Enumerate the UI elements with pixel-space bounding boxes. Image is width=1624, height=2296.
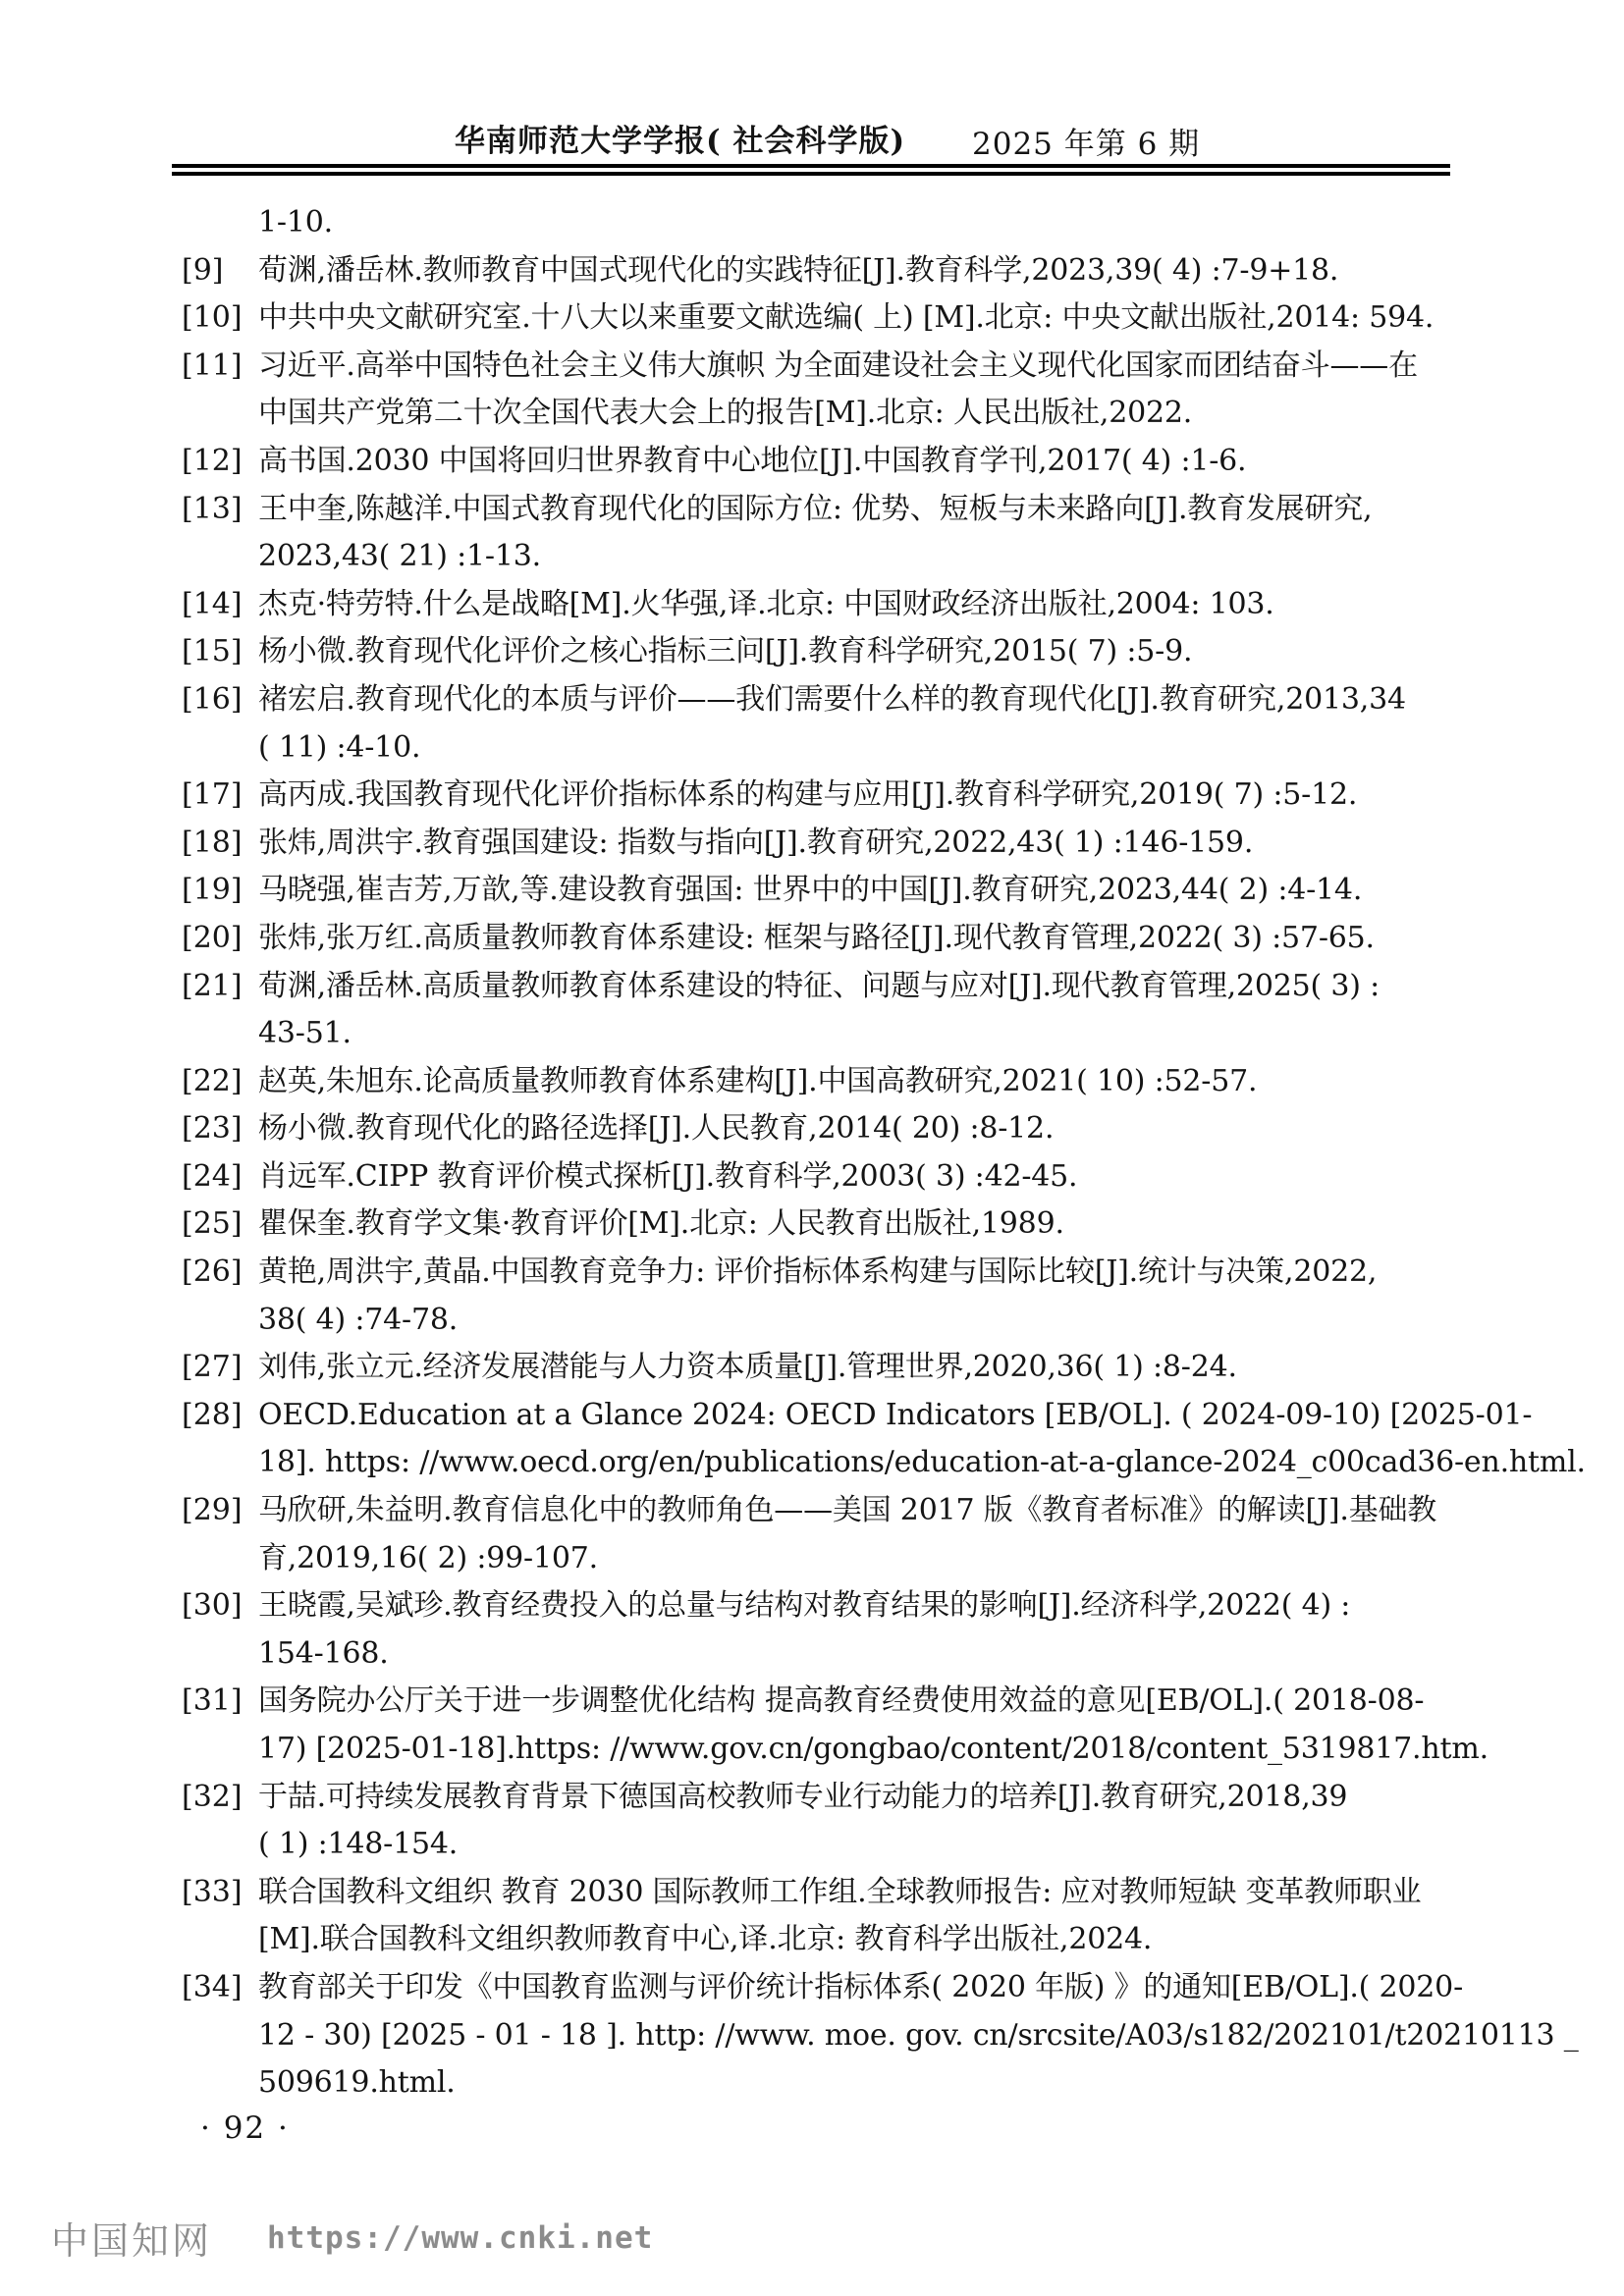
- reference-line: 黄艳,周洪宇,黄晶.中国教育竞争力: 评价指标体系构建与国际比较[J].统计与决策,2022,: [258, 1255, 1378, 1290]
- reference-label: [12]: [182, 443, 243, 478]
- reference-entry: [182, 1774, 1468, 1869]
- reference-entry: [182, 438, 1468, 486]
- reference-line: 王晓霞,吴斌珍.教育经费投入的总量与结构对教育结果的影响[J].经济科学,2022( 4) :: [258, 1588, 1351, 1624]
- reference-entry: [182, 343, 1468, 438]
- reference-line: 国务院办公厅关于进一步调整优化结构 提高教育经费使用效益的意见[EB/OL].( 2018-08-: [258, 1683, 1425, 1719]
- reference-entry: [182, 963, 1468, 1058]
- reference-entry: [182, 294, 1468, 343]
- reference-entry: [182, 867, 1468, 915]
- reference-line: 杨小微.教育现代化的路径选择[J].人民教育,2014( 20) :8-12.: [258, 1111, 1055, 1147]
- reference-list: [182, 199, 1586, 2108]
- reference-line: 17) [2025-01-18].https: //www.gov.cn/gongbao/content/2018/content_5319817.htm.: [258, 1732, 1489, 1766]
- reference-entry: [182, 1058, 1468, 1106]
- reference-entry: [182, 247, 1468, 295]
- reference-line: 高书国.2030 中国将回归世界教育中心地位[J].中国教育学刊,2017( 4) :1-6.: [258, 443, 1247, 478]
- cnki-url: https://www.cnki.net: [267, 2219, 654, 2256]
- reference-entry: [182, 199, 1468, 247]
- reference-line: 张炜,周洪宇.教育强国建设: 指数与指向[J].教育研究,2022,43( 1) :146-159.: [258, 825, 1254, 860]
- reference-line: 18]. https: //www.oecd.org/en/publications/education-at-a-glance-2024_c00cad36-en.html.: [258, 1445, 1586, 1480]
- reference-label: [31]: [182, 1683, 243, 1719]
- reference-entry: [182, 676, 1468, 772]
- reference-entry: [182, 628, 1468, 676]
- reference-label: [13]: [182, 491, 243, 526]
- reference-label: [10]: [182, 300, 243, 336]
- reference-line: 荀渊,潘岳林.教师教育中国式现代化的实践特征[J].教育科学,2023,39( 4) :7-9+18.: [258, 252, 1339, 288]
- reference-label: [30]: [182, 1588, 243, 1624]
- reference-line: 38( 4) :74-78.: [258, 1302, 459, 1337]
- reference-label: [26]: [182, 1255, 243, 1290]
- reference-label: [9]: [182, 252, 224, 288]
- reference-label: [18]: [182, 825, 243, 860]
- reference-entry: [182, 1249, 1468, 1344]
- reference-line: 瞿保奎.教育学文集·教育评价[M].北京: 人民教育出版社,1989.: [258, 1206, 1064, 1242]
- reference-label: [11]: [182, 347, 243, 383]
- reference-line: 马欣研,朱益明.教育信息化中的教师角色——美国 2017 版《教育者标准》的解读[J].基础教: [258, 1493, 1437, 1528]
- reference-line: 张炜,张万红.高质量教师教育体系建设: 框架与路径[J].现代教育管理,2022( 3) :57-65.: [258, 920, 1375, 955]
- reference-label: [25]: [182, 1206, 243, 1242]
- reference-line: 杰克·特劳特.什么是战略[M].火华强,译.北京: 中国财政经济出版社,2004: 103.: [258, 586, 1274, 621]
- reference-label: [34]: [182, 1969, 243, 2004]
- reference-label: [33]: [182, 1874, 243, 1909]
- reference-line: 肖远军.CIPP 教育评价模式探析[J].教育科学,2003( 3) :42-45.: [258, 1158, 1078, 1194]
- reference-line: 教育部关于印发《中国教育监测与评价统计指标体系( 2020 年版) 》的通知[EB/OL].( 2020-: [258, 1969, 1464, 2004]
- reference-label: [21]: [182, 968, 243, 1003]
- reference-label: [14]: [182, 586, 243, 621]
- reference-line: 2023,43( 21) :1-13.: [258, 539, 541, 574]
- reference-label: [24]: [182, 1158, 243, 1194]
- reference-line: 154-168.: [258, 1635, 389, 1671]
- reference-entry: [182, 1105, 1468, 1153]
- journal-title: 华南师范大学学报( 社会科学版): [455, 124, 906, 159]
- reference-line: 联合国教科文组织 教育 2030 国际教师工作组.全球教师报告: 应对教师短缺 变革教师职业: [258, 1874, 1422, 1909]
- reference-line: 褚宏启.教育现代化的本质与评价——我们需要什么样的教育现代化[J].教育研究,2013,34: [258, 681, 1406, 717]
- reference-line: 杨小微.教育现代化评价之核心指标三问[J].教育科学研究,2015( 7) :5-9.: [258, 634, 1193, 669]
- reference-line: ( 11) :4-10.: [258, 729, 421, 765]
- reference-line: 王中奎,陈越洋.中国式教育现代化的国际方位: 优势、短板与未来路向[J].教育发展研究,: [258, 491, 1373, 526]
- reference-line: 中共中央文献研究室.十八大以来重要文献选编( 上) [M].北京: 中央文献出版社,2014: 594.: [258, 300, 1435, 336]
- reference-entry: [182, 581, 1468, 629]
- reference-line: 刘伟,张立元.经济发展潜能与人力资本质量[J].管理世界,2020,36( 1) :8-24.: [258, 1350, 1237, 1385]
- reference-entry: [182, 1678, 1489, 1773]
- reference-line: 43-51.: [258, 1016, 352, 1051]
- reference-line: ( 1) :148-154.: [258, 1827, 459, 1862]
- reference-entry: [182, 1153, 1468, 1201]
- header-divider-rule: [172, 164, 1450, 176]
- reference-entry: [182, 820, 1468, 868]
- reference-label: [32]: [182, 1779, 243, 1814]
- reference-line: 荀渊,潘岳林.高质量教师教育体系建设的特征、问题与应对[J].现代教育管理,2025( 3) :: [258, 968, 1380, 1003]
- reference-line: 习近平.高举中国特色社会主义伟大旗帜 为全面建设社会主义现代化国家而团结奋斗——在: [258, 347, 1418, 383]
- reference-label: [23]: [182, 1111, 243, 1147]
- reference-line: 马晓强,崔吉芳,万歆,等.建设教育强国: 世界中的中国[J].教育研究,2023,44( 2) :4-14.: [258, 873, 1363, 908]
- reference-label: [15]: [182, 634, 243, 669]
- reference-label: [20]: [182, 920, 243, 955]
- reference-entry: [182, 1487, 1468, 1582]
- cnki-watermark: [51, 2211, 653, 2265]
- reference-line: OECD.Education at a Glance 2024: OECD Indicators [EB/OL]. ( 2024-09-10) [2025-01-: [258, 1397, 1533, 1432]
- reference-entry: [182, 1201, 1468, 1249]
- page-number: · 92 ·: [200, 2110, 290, 2146]
- reference-label: [16]: [182, 681, 243, 717]
- reference-entry: [182, 915, 1468, 963]
- reference-label: [27]: [182, 1350, 243, 1385]
- reference-entry: [182, 1582, 1468, 1678]
- reference-line: 于喆.可持续发展教育背景下德国高校教师专业行动能力的培养[J].教育研究,2018,39: [258, 1779, 1348, 1814]
- reference-entry: [182, 1344, 1468, 1392]
- issue-info: 2025 年第 6 期: [972, 127, 1201, 162]
- reference-label: [28]: [182, 1397, 243, 1432]
- reference-entry: [182, 1869, 1468, 1964]
- reference-line: 赵英,朱旭东.论高质量教师教育体系建构[J].中国高教研究,2021( 10) :52-57.: [258, 1063, 1258, 1098]
- reference-label: [19]: [182, 873, 243, 908]
- reference-line: 高丙成.我国教育现代化评价指标体系的构建与应用[J].教育科学研究,2019( 7) :5-12.: [258, 777, 1358, 813]
- reference-entry: [182, 772, 1468, 820]
- reference-entry: [182, 486, 1468, 581]
- cnki-site-name: 中国知网: [51, 2219, 213, 2263]
- reference-label: [22]: [182, 1063, 243, 1098]
- reference-line: 1-10.: [258, 205, 333, 240]
- reference-line: 中国共产党第二十次全国代表大会上的报告[M].北京: 人民出版社,2022.: [258, 396, 1193, 431]
- reference-line: [M].联合国教科文组织教师教育中心,译.北京: 教育科学出版社,2024.: [258, 1922, 1153, 1957]
- reference-line: 育,2019,16( 2) :99-107.: [258, 1540, 598, 1575]
- reference-label: [29]: [182, 1493, 243, 1528]
- reference-entry: [182, 1964, 1579, 2108]
- reference-entry: [182, 1392, 1586, 1487]
- reference-line: 509619.html.: [258, 2065, 456, 2101]
- reference-label: [17]: [182, 777, 243, 813]
- reference-line: 12 - 30) [2025 - 01 - 18 ]. http: //www. moe. gov. cn/srcsite/A03/s182/202101/t20210113 _: [258, 2017, 1579, 2053]
